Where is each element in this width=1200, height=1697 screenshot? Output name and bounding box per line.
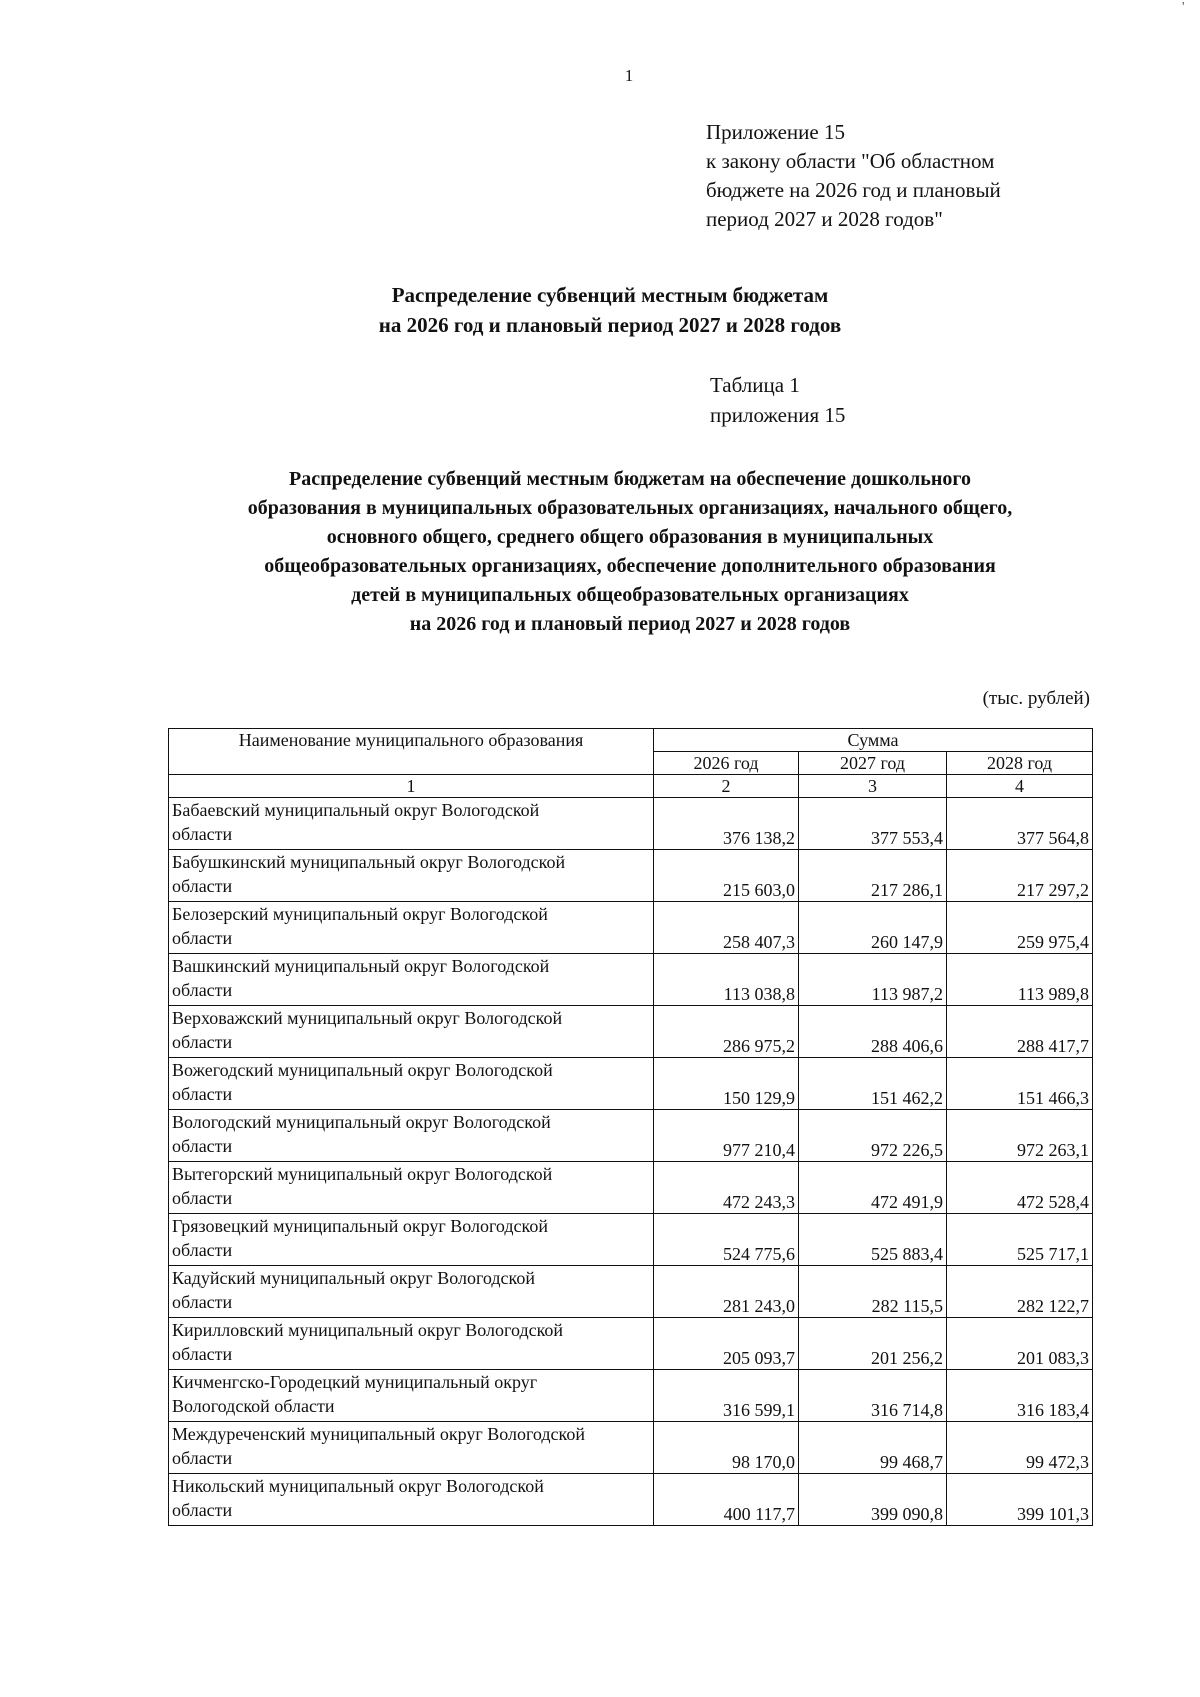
table-title-line: детей в муниципальных общеобразовательных организациях bbox=[351, 584, 909, 606]
table-row bbox=[169, 1162, 1093, 1214]
municipality-name-line: области bbox=[172, 1188, 233, 1208]
table-row bbox=[169, 1318, 1093, 1370]
municipality-name bbox=[169, 1422, 654, 1474]
table-row bbox=[169, 1266, 1093, 1318]
municipality-name bbox=[169, 850, 654, 902]
municipality-name-line: Бабушкинский муниципальный округ Вологодской bbox=[172, 852, 566, 872]
amount-2028: 972 263,1 bbox=[947, 1110, 1093, 1162]
appendix-line: период 2027 и 2028 годов" bbox=[706, 207, 943, 231]
amount-2026: 150 129,9 bbox=[654, 1058, 799, 1110]
amount-2027: 472 491,9 bbox=[799, 1162, 947, 1214]
amount-2026: 472 243,3 bbox=[654, 1162, 799, 1214]
municipality-name-line: Вологодский муниципальный округ Вологодской bbox=[172, 1112, 551, 1132]
municipality-name bbox=[169, 1318, 654, 1370]
column-number: 3 bbox=[799, 775, 947, 798]
amount-2027: 151 462,2 bbox=[799, 1058, 947, 1110]
corner-mark: ' bbox=[1182, 0, 1185, 15]
amount-2026: 113 038,8 bbox=[654, 954, 799, 1006]
header-sum: Сумма bbox=[654, 729, 1093, 752]
table-title-line: образования в муниципальных образовательных организациях, начального общего, bbox=[247, 497, 1013, 519]
amount-2027: 260 147,9 bbox=[799, 902, 947, 954]
municipality-name bbox=[169, 954, 654, 1006]
amount-2028: 377 564,8 bbox=[947, 798, 1093, 850]
municipality-name-line: Верховажский муниципальный округ Вологодской bbox=[172, 1008, 563, 1028]
municipality-name-line: Бабаевский муниципальный округ Вологодской bbox=[172, 800, 540, 820]
document-title-line: Распределение субвенций местным бюджетам bbox=[391, 283, 829, 307]
table-title-line: Распределение субвенций местным бюджетам на обеспечение дошкольного bbox=[289, 468, 971, 490]
amount-2028: 151 466,3 bbox=[947, 1058, 1093, 1110]
municipality-name-line: области bbox=[172, 1136, 233, 1156]
units-label: (тыс. рублей) bbox=[982, 688, 1090, 709]
amount-2027: 316 714,8 bbox=[799, 1370, 947, 1422]
municipality-name-line: области bbox=[172, 1240, 233, 1260]
amount-2028: 525 717,1 bbox=[947, 1214, 1093, 1266]
amount-2028: 282 122,7 bbox=[947, 1266, 1093, 1318]
amount-2027: 525 883,4 bbox=[799, 1214, 947, 1266]
amount-2027: 99 468,7 bbox=[799, 1422, 947, 1474]
municipality-name-line: Кирилловский муниципальный округ Вологодской bbox=[172, 1320, 564, 1340]
header-year-2026: 2026 год bbox=[654, 752, 799, 775]
amount-2026: 258 407,3 bbox=[654, 902, 799, 954]
table-title bbox=[160, 465, 1100, 639]
municipality-name-line: Междуреченский муниципальный округ Вологодской bbox=[172, 1424, 585, 1444]
municipality-name-line: Вытегорский муниципальный округ Вологодской bbox=[172, 1164, 553, 1184]
amount-2026: 977 210,4 bbox=[654, 1110, 799, 1162]
amount-2026: 281 243,0 bbox=[654, 1266, 799, 1318]
table-title-line: общеобразовательных организациях, обеспечение дополнительного образования bbox=[264, 555, 996, 577]
municipality-name bbox=[169, 1162, 654, 1214]
table-row bbox=[169, 1058, 1093, 1110]
amount-2028: 259 975,4 bbox=[947, 902, 1093, 954]
table-title-line: основного общего, среднего общего образования в муниципальных bbox=[326, 526, 934, 548]
table-row bbox=[169, 1370, 1093, 1422]
municipality-name-line: Кадуйский муниципальный округ Вологодской bbox=[172, 1268, 535, 1288]
amount-2028: 472 528,4 bbox=[947, 1162, 1093, 1214]
table-row bbox=[169, 798, 1093, 850]
amount-2026: 215 603,0 bbox=[654, 850, 799, 902]
amount-2027: 377 553,4 bbox=[799, 798, 947, 850]
amount-2028: 201 083,3 bbox=[947, 1318, 1093, 1370]
appendix-line: бюджете на 2026 год и плановый bbox=[706, 178, 1001, 202]
appendix-reference bbox=[706, 118, 1001, 234]
municipality-name-line: Грязовецкий муниципальный округ Вологодской bbox=[172, 1216, 549, 1236]
municipality-name bbox=[169, 1214, 654, 1266]
municipality-name-line: Белозерский муниципальный округ Вологодской bbox=[172, 904, 548, 924]
municipality-name bbox=[169, 902, 654, 954]
document-title-line: на 2026 год и плановый период 2027 и 2028 годов bbox=[378, 313, 842, 337]
amount-2028: 399 101,3 bbox=[947, 1474, 1093, 1526]
amount-2026: 376 138,2 bbox=[654, 798, 799, 850]
table-row bbox=[169, 954, 1093, 1006]
amount-2028: 99 472,3 bbox=[947, 1422, 1093, 1474]
municipality-name-line: Вожегодский муниципальный округ Вологодской bbox=[172, 1060, 553, 1080]
header-year-2027: 2027 год bbox=[799, 752, 947, 775]
amount-2026: 524 775,6 bbox=[654, 1214, 799, 1266]
column-number: 1 bbox=[169, 775, 654, 798]
amount-2028: 217 297,2 bbox=[947, 850, 1093, 902]
municipality-name-line: Вологодской области bbox=[172, 1396, 335, 1416]
municipality-name bbox=[169, 1474, 654, 1526]
amount-2028: 113 989,8 bbox=[947, 954, 1093, 1006]
table-caption-line: Таблица 1 bbox=[710, 373, 800, 397]
document-title bbox=[240, 280, 980, 340]
table-body bbox=[169, 798, 1093, 1526]
amount-2027: 288 406,6 bbox=[799, 1006, 947, 1058]
header-name: Наименование муниципального образования bbox=[169, 729, 654, 775]
municipality-name-line: области bbox=[172, 824, 233, 844]
municipality-name-line: области bbox=[172, 1292, 233, 1312]
municipality-name-line: области bbox=[172, 980, 233, 1000]
municipality-name-line: Никольский муниципальный округ Вологодской bbox=[172, 1476, 544, 1496]
municipality-name-line: области bbox=[172, 1032, 233, 1052]
municipality-name bbox=[169, 1058, 654, 1110]
amount-2026: 316 599,1 bbox=[654, 1370, 799, 1422]
column-number: 2 bbox=[654, 775, 799, 798]
column-number: 4 bbox=[947, 775, 1093, 798]
table-caption bbox=[710, 370, 845, 430]
table-row bbox=[169, 850, 1093, 902]
appendix-line: Приложение 15 bbox=[706, 120, 845, 144]
table-title-line: на 2026 год и плановый период 2027 и 2028 годов bbox=[409, 613, 851, 635]
municipality-name-line: области bbox=[172, 1344, 233, 1364]
municipality-name-line: области bbox=[172, 1084, 233, 1104]
amount-2026: 286 975,2 bbox=[654, 1006, 799, 1058]
municipality-name-line: Вашкинский муниципальный округ Вологодской bbox=[172, 956, 550, 976]
amount-2027: 972 226,5 bbox=[799, 1110, 947, 1162]
table-row bbox=[169, 1422, 1093, 1474]
municipality-name bbox=[169, 1110, 654, 1162]
table-caption-line: приложения 15 bbox=[710, 403, 846, 427]
municipality-name-line: области bbox=[172, 1448, 233, 1468]
amount-2028: 288 417,7 bbox=[947, 1006, 1093, 1058]
municipality-name-line: области bbox=[172, 1500, 233, 1520]
municipality-name bbox=[169, 1266, 654, 1318]
amount-2028: 316 183,4 bbox=[947, 1370, 1093, 1422]
amount-2026: 98 170,0 bbox=[654, 1422, 799, 1474]
amount-2027: 217 286,1 bbox=[799, 850, 947, 902]
amount-2027: 399 090,8 bbox=[799, 1474, 947, 1526]
table-row bbox=[169, 1474, 1093, 1526]
table-row bbox=[169, 902, 1093, 954]
appendix-line: к закону области "Об областном bbox=[706, 149, 995, 173]
municipality-name-line: Кичменгско-Городецкий муниципальный округ bbox=[172, 1372, 538, 1392]
amount-2027: 113 987,2 bbox=[799, 954, 947, 1006]
amount-2027: 282 115,5 bbox=[799, 1266, 947, 1318]
header-year-2028: 2028 год bbox=[947, 752, 1093, 775]
municipality-name bbox=[169, 1370, 654, 1422]
table-row bbox=[169, 1006, 1093, 1058]
table-row bbox=[169, 1110, 1093, 1162]
amount-2027: 201 256,2 bbox=[799, 1318, 947, 1370]
municipality-name-line: области bbox=[172, 876, 233, 896]
municipality-name bbox=[169, 1006, 654, 1058]
page-number: 1 bbox=[624, 66, 634, 85]
amount-2026: 205 093,7 bbox=[654, 1318, 799, 1370]
municipality-name-line: области bbox=[172, 928, 233, 948]
table-row bbox=[169, 1214, 1093, 1266]
subventions-table bbox=[168, 728, 1093, 1526]
municipality-name bbox=[169, 798, 654, 850]
amount-2026: 400 117,7 bbox=[654, 1474, 799, 1526]
